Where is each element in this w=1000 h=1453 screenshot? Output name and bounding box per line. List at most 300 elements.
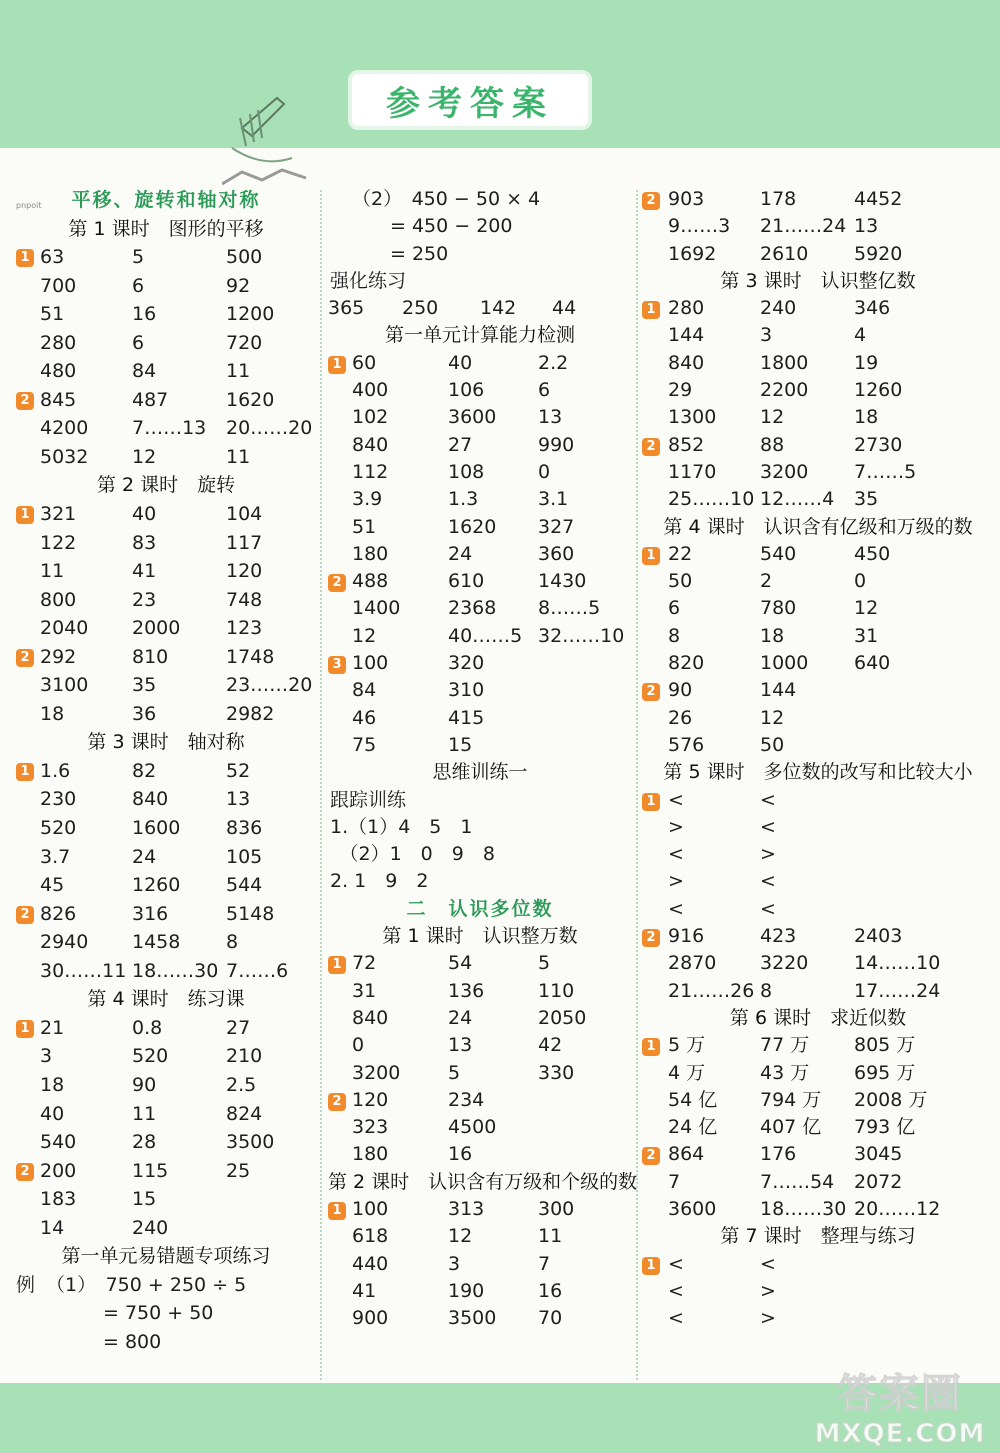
expression-row	[328, 241, 632, 268]
answer-cell: 3600	[448, 406, 497, 429]
answer-cell: 5	[448, 1061, 461, 1084]
answer-cell: 5032	[40, 445, 89, 468]
answer-cell: 122	[40, 531, 77, 554]
answer-cell: 695 万	[854, 1061, 916, 1084]
answer-cell: 19	[854, 351, 879, 374]
answer-cell: 836	[226, 817, 263, 840]
section-heading-row	[328, 1169, 638, 1196]
answer-row	[328, 377, 632, 404]
answer-cell: 27	[226, 1016, 251, 1039]
lesson-title: 思维训练一	[432, 761, 528, 784]
answer-cell: 2.2	[538, 351, 569, 374]
answer-cell: 2040	[40, 617, 89, 640]
answer-cell: 13	[226, 788, 251, 811]
answer-row	[328, 595, 632, 622]
answer-cell: 9……3	[668, 215, 731, 238]
answer-cell: 12	[132, 445, 157, 468]
answer-cell: 3100	[40, 674, 89, 697]
answer-cell: 1170	[668, 460, 717, 483]
answer-cell: 840	[352, 1006, 389, 1029]
answer-cell: 40……5	[448, 624, 523, 647]
answer-cell: 313	[448, 1197, 485, 1220]
answer-cell: 11	[132, 1102, 157, 1125]
answer-cell: 840	[352, 433, 389, 456]
answer-cell: 7	[538, 1252, 551, 1275]
lesson-title: 第 4 课时 练习课	[87, 988, 245, 1011]
question-number-badge: 1	[16, 506, 34, 524]
answer-cell: 210	[226, 1045, 263, 1068]
answer-cell: 22	[668, 542, 693, 565]
answer-cell: 63	[40, 246, 65, 269]
answer-row	[16, 757, 316, 786]
answer-row	[642, 432, 994, 459]
section-heading-row	[642, 514, 994, 541]
answer-cell: 90	[132, 1073, 157, 1096]
answer-cell: 16	[132, 303, 157, 326]
answer-cell: 700	[40, 274, 77, 297]
pencil-hand-icon	[222, 88, 312, 188]
text-line: 2. 1 9 2	[330, 870, 429, 893]
answer-cell: 51	[352, 515, 377, 538]
answer-row	[642, 541, 994, 568]
answer-cell: 12	[760, 706, 785, 729]
question-number-badge: 1	[642, 793, 660, 811]
answer-cell: 8……5	[538, 597, 601, 620]
answer-cell: 407 亿	[760, 1116, 822, 1139]
answer-cell: 31	[352, 979, 377, 1002]
answer-cell: 400	[352, 379, 389, 402]
question-number-badge: 2	[642, 929, 660, 947]
text-line: 强化练习	[330, 269, 407, 292]
answer-row	[16, 843, 316, 872]
answer-cell: 11	[538, 1225, 563, 1248]
answer-row	[16, 300, 316, 329]
answer-cell: 136	[448, 979, 485, 1002]
answer-row	[328, 1114, 632, 1141]
answer-row	[328, 1196, 632, 1223]
answer-row	[328, 1251, 632, 1278]
question-number-badge: 2	[642, 683, 660, 701]
answer-cell: 3	[40, 1045, 53, 1068]
answer-cell: 18……30	[132, 959, 219, 982]
answer-row	[16, 671, 316, 700]
answer-cell: 123	[226, 617, 263, 640]
answer-cell: 824	[226, 1102, 263, 1125]
lesson-title: 第 6 课时 求近似数	[729, 1006, 907, 1029]
answer-cell: 25……10	[668, 488, 755, 511]
answer-cell: 845	[40, 388, 77, 411]
answer-row	[642, 1032, 994, 1059]
lesson-title: 第 1 课时 图形的平移	[68, 217, 264, 240]
unit-title: 平移、旋转和轴对称	[71, 189, 261, 211]
answer-row	[16, 500, 316, 529]
answer-cell: 2200	[760, 379, 809, 402]
answer-cell: 144	[760, 679, 797, 702]
answer-cell: 1400	[352, 597, 401, 620]
section-heading-row	[16, 215, 316, 244]
answer-row	[16, 586, 316, 615]
question-number-badge: 2	[16, 392, 34, 410]
answer-cell: 7……5	[854, 460, 917, 483]
answer-cell: 3220	[760, 952, 809, 975]
answer-cell: 21	[40, 1016, 65, 1039]
answer-cell: 840	[132, 788, 169, 811]
answer-cell: 540	[40, 1131, 77, 1154]
lesson-title: 第 2 课时 认识含有万级和个级的数	[328, 1170, 638, 1193]
answer-row	[642, 213, 994, 240]
answer-row	[642, 350, 994, 377]
answer-cell: 176	[760, 1143, 797, 1166]
answer-cell: 618	[352, 1225, 389, 1248]
answer-cell: 320	[448, 652, 485, 675]
answer-cell: 323	[352, 1116, 389, 1139]
answer-cell: <	[760, 897, 776, 920]
answer-cell: 360	[538, 542, 575, 565]
answer-cell: 1600	[132, 817, 181, 840]
answer-cell: 2000	[132, 617, 181, 640]
answer-cell: 12	[854, 597, 879, 620]
answer-row	[642, 1141, 994, 1168]
answer-cell: 11	[226, 360, 251, 383]
section-heading-row	[328, 923, 632, 950]
answer-cell: 500	[226, 246, 263, 269]
answer-cell: 14	[40, 1216, 65, 1239]
answer-cell: 0	[854, 570, 867, 593]
answer-cell: 4 万	[668, 1061, 706, 1084]
answer-cell: 18	[854, 406, 879, 429]
answer-row	[328, 1005, 632, 1032]
answer-cell: 540	[760, 542, 797, 565]
answer-cell: 794 万	[760, 1088, 822, 1111]
answer-row	[16, 1014, 316, 1043]
answer-cell: 415	[448, 706, 485, 729]
answer-cell: 2.5	[226, 1073, 257, 1096]
section-heading-row	[328, 759, 632, 786]
answer-row	[642, 732, 994, 759]
answer-cell: 2870	[668, 952, 717, 975]
answer-row	[16, 443, 316, 472]
answer-cell: >	[668, 815, 684, 838]
expression-row	[328, 213, 632, 240]
answer-cell: 826	[40, 902, 77, 925]
answer-cell: 15	[448, 733, 473, 756]
answer-cell: 13	[448, 1034, 473, 1057]
answer-cell: 24	[448, 1006, 473, 1029]
answer-cell: 250	[402, 297, 439, 320]
example-label: 例	[16, 1273, 36, 1296]
answer-row	[16, 243, 316, 272]
answer-cell: 520	[132, 1045, 169, 1068]
answer-cell: 640	[854, 652, 891, 675]
question-number-badge: 3	[328, 656, 346, 674]
answer-cell: 40	[132, 503, 157, 526]
answer-cell: 1.3	[448, 488, 479, 511]
answer-cell: 18	[40, 1073, 65, 1096]
answer-cell: 100	[352, 1197, 389, 1220]
text-row	[328, 868, 632, 895]
expression-row	[16, 1271, 316, 1300]
answer-cell: 1800	[760, 351, 809, 374]
expression-text: （2） 450 − 50 × 4	[352, 188, 541, 210]
answer-row	[642, 705, 994, 732]
answer-cell: 5148	[226, 902, 275, 925]
answer-row	[642, 1169, 994, 1196]
section-heading-row	[642, 1223, 994, 1250]
answer-row	[16, 557, 316, 586]
page-title: 参考答案	[352, 74, 588, 126]
answer-cell: 41	[132, 560, 157, 583]
answer-cell: 12	[352, 624, 377, 647]
answer-row	[328, 432, 632, 459]
answer-cell: 52	[226, 759, 251, 782]
answer-row	[16, 1128, 316, 1157]
answer-cell: 2730	[854, 433, 903, 456]
answer-cell: 2610	[760, 242, 809, 265]
unit-title: 二 认识多位数	[406, 897, 554, 920]
answer-cell: <	[760, 870, 776, 893]
answer-cell: 346	[854, 297, 891, 320]
answer-cell: 110	[538, 979, 575, 1002]
answer-cell: 4452	[854, 188, 903, 210]
answer-cell: 70	[538, 1307, 563, 1330]
answer-cell: 30……11	[40, 959, 127, 982]
answer-cell: 780	[760, 597, 797, 620]
answer-row	[328, 295, 632, 322]
section-heading-row	[16, 471, 316, 500]
section-heading-row	[16, 985, 316, 1014]
answer-cell: 41	[352, 1279, 377, 1302]
question-number-badge: 2	[328, 574, 346, 592]
answer-cell: 18……30	[760, 1197, 847, 1220]
answer-cell: 31	[854, 624, 879, 647]
expression-text: （1） 750 + 250 ÷ 5	[46, 1273, 247, 1296]
answer-cell: 3500	[226, 1131, 275, 1154]
answer-cell: 1430	[538, 570, 587, 593]
answer-row	[642, 241, 994, 268]
lesson-title: 第 2 课时 旋转	[96, 474, 236, 497]
question-number-badge: 2	[642, 192, 660, 210]
answer-cell: 365	[328, 297, 365, 320]
answer-row	[642, 595, 994, 622]
answer-cell: 6	[668, 597, 681, 620]
answer-cell: 24	[448, 542, 473, 565]
answer-row	[16, 1042, 316, 1071]
answer-cell: <	[668, 1252, 684, 1275]
answer-cell: 2403	[854, 925, 903, 948]
answer-row	[642, 868, 994, 895]
answer-cell: 12	[448, 1225, 473, 1248]
answer-row	[642, 459, 994, 486]
answer-cell: 1200	[226, 303, 275, 326]
answer-column-middle	[328, 186, 638, 1332]
answer-cell: 240	[760, 297, 797, 320]
answer-cell: 480	[40, 360, 77, 383]
answer-cell: 183	[40, 1188, 77, 1211]
answer-row	[328, 568, 632, 595]
answer-cell: 544	[226, 874, 263, 897]
expression-row	[328, 186, 632, 213]
answer-cell: 440	[352, 1252, 389, 1275]
answer-cell: <	[760, 788, 776, 811]
answer-cell: 916	[668, 925, 705, 948]
answer-cell: 7……13	[132, 417, 207, 440]
answer-cell: 720	[226, 331, 263, 354]
answer-cell: 23	[132, 588, 157, 611]
question-number-badge: 1	[16, 249, 34, 267]
answer-cell: 115	[132, 1159, 169, 1182]
question-number-badge: 2	[16, 649, 34, 667]
answer-cell: 3045	[854, 1143, 903, 1166]
answer-row	[642, 322, 994, 349]
answer-cell: 3.9	[352, 488, 383, 511]
answer-cell: 450	[854, 542, 891, 565]
question-number-badge: 2	[642, 1147, 660, 1165]
answer-cell: 180	[352, 1143, 389, 1166]
question-number-badge: 1	[16, 763, 34, 781]
section-heading-row	[16, 1242, 316, 1271]
answer-row	[16, 957, 316, 986]
answer-row	[328, 677, 632, 704]
answer-cell: 8	[760, 979, 773, 1002]
question-number-badge: 2	[328, 1093, 346, 1111]
question-number-badge: 1	[642, 1257, 660, 1275]
answer-cell: 2072	[854, 1170, 903, 1193]
answer-cell: 2368	[448, 597, 497, 620]
answer-cell: 864	[668, 1143, 705, 1166]
answer-cell: 840	[668, 351, 705, 374]
answer-row	[642, 896, 994, 923]
answer-row	[328, 1223, 632, 1250]
answer-cell: 54	[448, 952, 473, 975]
question-number-badge: 2	[16, 1163, 34, 1181]
answer-cell: 50	[668, 570, 693, 593]
answer-row	[328, 459, 632, 486]
answer-cell: 7	[668, 1170, 681, 1193]
answer-cell: 21……24	[760, 215, 847, 238]
answer-cell: 6	[132, 274, 145, 297]
answer-cell: 92	[226, 274, 251, 297]
answer-cell: <	[668, 897, 684, 920]
answer-cell: 7……6	[226, 959, 289, 982]
answer-row	[16, 1214, 316, 1243]
answer-row	[328, 486, 632, 513]
answer-row	[16, 1071, 316, 1100]
answer-cell: 142	[480, 297, 517, 320]
answer-column-left	[16, 186, 316, 1356]
answer-cell: 4	[854, 324, 867, 347]
answer-cell: 178	[760, 188, 797, 210]
answer-cell: 0	[538, 460, 551, 483]
answer-cell: 610	[448, 570, 485, 593]
expression-row	[16, 1299, 316, 1328]
answer-cell: 487	[132, 388, 169, 411]
answer-cell: 8	[668, 624, 681, 647]
answer-cell: 2940	[40, 931, 89, 954]
answer-cell: 1692	[668, 242, 717, 265]
expression-text: = 800	[46, 1330, 162, 1353]
answer-row	[642, 923, 994, 950]
question-number-badge: 1	[328, 956, 346, 974]
text-row	[328, 268, 632, 295]
watermark-url: MXQE.COM	[814, 1419, 986, 1449]
answer-cell: 316	[132, 902, 169, 925]
answer-cell: 35	[854, 488, 879, 511]
answer-cell: 520	[40, 817, 77, 840]
answer-cell: 3200	[760, 460, 809, 483]
answer-cell: 50	[760, 733, 785, 756]
answer-cell: 28	[132, 1131, 157, 1154]
answer-cell: 0	[352, 1034, 365, 1057]
answer-cell: 3200	[352, 1061, 401, 1084]
answer-cell: 54 亿	[668, 1088, 718, 1111]
question-number-badge: 2	[642, 438, 660, 456]
lesson-title: 第一单元易错题专项练习	[61, 1245, 271, 1268]
question-number-badge: 1	[16, 1020, 34, 1038]
answer-row	[328, 1141, 632, 1168]
answer-cell: 576	[668, 733, 705, 756]
answer-row	[328, 1060, 632, 1087]
answer-cell: 27	[448, 433, 473, 456]
answer-cell: 144	[668, 324, 705, 347]
answer-cell: 43 万	[760, 1061, 810, 1084]
answer-cell: 0.8	[132, 1016, 163, 1039]
answer-cell: 990	[538, 433, 575, 456]
lesson-title: 第 3 课时 轴对称	[87, 731, 245, 754]
question-number-badge: 1	[328, 1202, 346, 1220]
answer-cell: 14……10	[854, 952, 941, 975]
answer-row	[642, 377, 994, 404]
text-row	[328, 787, 632, 814]
answer-row	[642, 1278, 994, 1305]
answer-row	[328, 978, 632, 1005]
expression-text: = 750 + 50	[46, 1302, 214, 1325]
answer-cell: 1620	[448, 515, 497, 538]
answer-cell: 748	[226, 588, 263, 611]
answer-cell: 190	[448, 1279, 485, 1302]
answer-cell: 4200	[40, 417, 89, 440]
answer-cell: 5	[132, 246, 145, 269]
answer-cell: 120	[352, 1088, 389, 1111]
answer-cell: 234	[448, 1088, 485, 1111]
answer-cell: 26	[668, 706, 693, 729]
answer-cell: 1300	[668, 406, 717, 429]
answer-cell: 2982	[226, 702, 275, 725]
answer-cell: >	[668, 870, 684, 893]
answer-cell: 2	[760, 570, 773, 593]
answer-cell: 292	[40, 645, 77, 668]
answer-cell: <	[668, 1307, 684, 1330]
answer-row	[16, 814, 316, 843]
answer-row	[328, 1305, 632, 1332]
answer-cell: 321	[40, 503, 77, 526]
lesson-title: 第 5 课时 多位数的改写和比较大小	[663, 761, 973, 784]
answer-row	[642, 1305, 994, 1332]
answer-row	[16, 785, 316, 814]
answer-row	[16, 871, 316, 900]
answer-cell: 16	[538, 1279, 563, 1302]
answer-row	[642, 486, 994, 513]
section-heading-row	[16, 186, 316, 215]
section-heading-row	[642, 268, 994, 295]
lesson-title: 第 4 课时 认识含有亿级和万级的数	[663, 515, 973, 538]
answer-cell: 1620	[226, 388, 275, 411]
answer-cell: 88	[760, 433, 785, 456]
answer-cell: 5920	[854, 242, 903, 265]
answer-cell: 102	[352, 406, 389, 429]
answer-cell: 240	[132, 1216, 169, 1239]
answer-cell: 46	[352, 706, 377, 729]
answer-cell: 3	[760, 324, 773, 347]
